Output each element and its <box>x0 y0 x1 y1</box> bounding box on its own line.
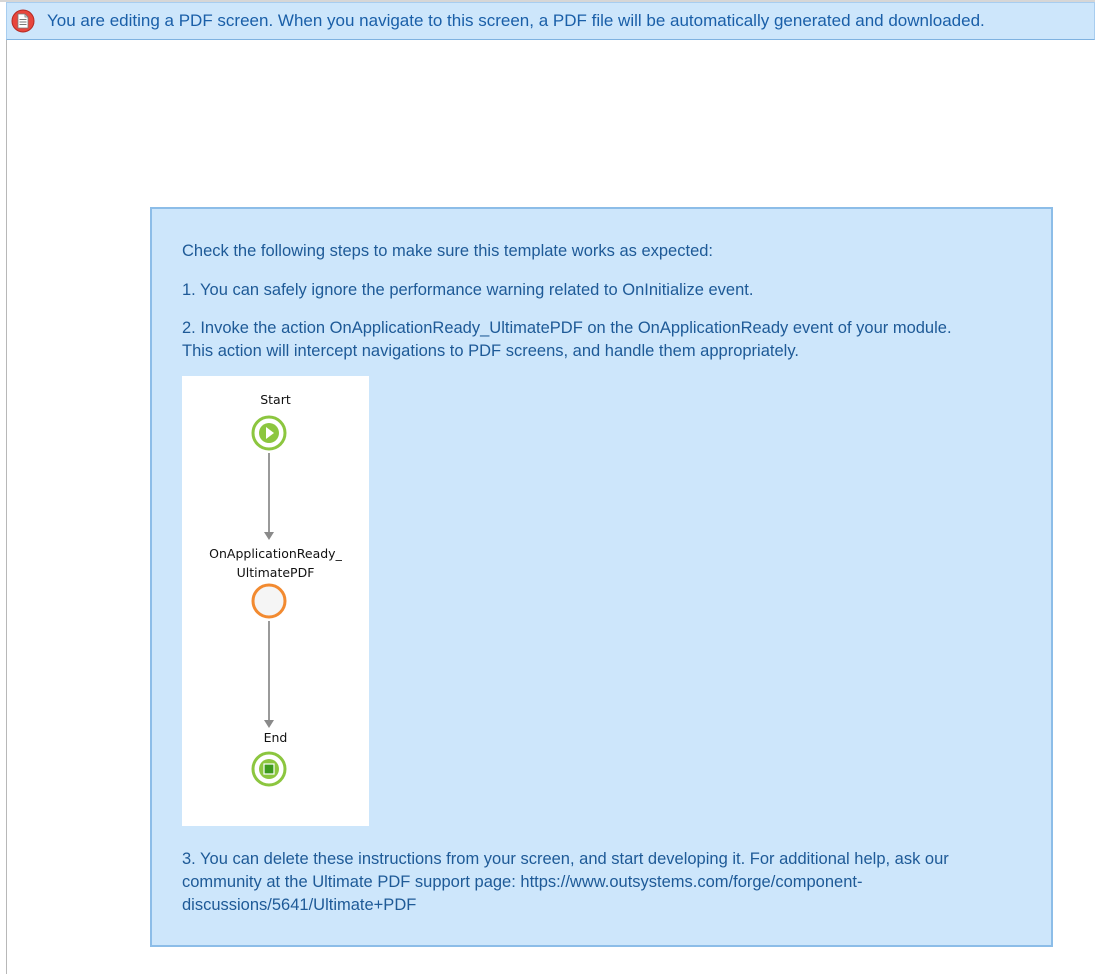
flow-connector-1 <box>268 453 270 532</box>
flow-connector-2 <box>268 621 270 720</box>
flow-start-label: Start <box>260 392 291 407</box>
instructions-step-2-line-2: This action will intercept navigations to PDF screens, and handle them appropriately. <box>182 342 799 360</box>
instructions-step-2-line-1: 2. Invoke the action OnApplicationReady_UltimatePDF on the OnApplicationReady event of your module. <box>182 319 952 337</box>
instructions-step-3-line-3: discussions/5641/Ultimate+PDF <box>182 896 417 914</box>
action-node-icon <box>250 582 288 620</box>
instructions-step-3-line-1: 3. You can delete these instructions from your screen, and start developing it. For additional help, ask our <box>182 850 949 868</box>
flow-action-label-line-1: OnApplicationReady_ <box>209 546 342 561</box>
instructions-step-1: 1. You can safely ignore the performance warning related to OnInitialize event. <box>182 281 754 299</box>
flow-arrow-1 <box>264 532 274 540</box>
end-node-icon <box>250 750 288 788</box>
start-node-icon <box>250 414 288 452</box>
flow-action-label-line-2: UltimatePDF <box>236 565 315 580</box>
flow-arrow-2 <box>264 720 274 728</box>
flow-end-label: End <box>263 730 288 745</box>
template-instructions-panel <box>150 207 1053 947</box>
pdf-document-icon <box>11 9 35 33</box>
banner-message: You are editing a PDF screen. When you navigate to this screen, a PDF file will be automatically generated and downloaded. <box>47 11 985 30</box>
left-border <box>6 40 7 974</box>
instructions-intro: Check the following steps to make sure this template works as expected: <box>182 242 714 260</box>
pdf-screen-banner <box>6 2 1095 40</box>
instructions-step-3-line-2: community at the Ultimate PDF support page: https://www.outsystems.com/forge/component- <box>182 873 863 891</box>
action-flow-diagram <box>182 376 369 826</box>
